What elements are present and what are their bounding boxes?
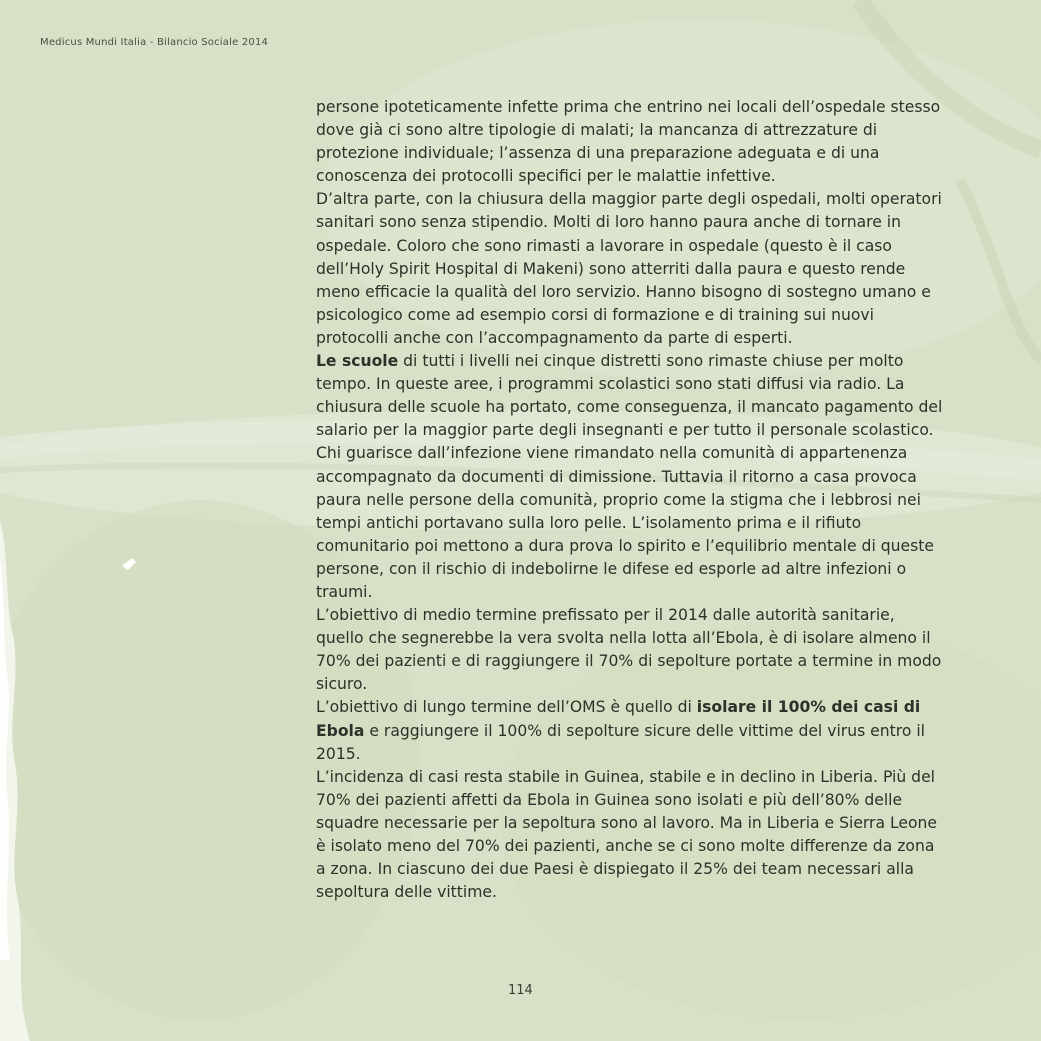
- paragraph-4: Chi guarisce dall’infezione viene rimandato nella comunità di appartenenza accompagnato da documenti di dimissione. Tuttavia il ritorno a casa provoca paura nelle persone della comunità, proprio come la stigma che i lebbrosi nei tempi antichi portavano sulla loro pelle. L’isolamento prima e il rifiuto comunitario poi mettono a dura prova lo spirito e l’equilibrio mentale di queste persone, con il rischio di indebolirne le difese ed esporle ad altre infezioni o traumi.: [316, 444, 934, 601]
- paragraph-6-text-after: e raggiungere il 100% di sepolture sicure delle vittime del virus entro il 2015.: [316, 721, 925, 763]
- paragraph-6-text-before: L’obiettivo di lungo termine dell’OMS è quello di: [316, 698, 697, 717]
- running-header: Medicus Mundi Italia - Bilancio Sociale 2014: [40, 37, 269, 48]
- page-number: 114: [508, 983, 533, 998]
- paragraph-3-bold-lead: Le scuole: [316, 352, 399, 371]
- paragraph-7: L’incidenza di casi resta stabile in Guinea, stabile e in declino in Liberia. Più del 70% dei pazienti affetti da Ebola in Guinea sono isolati e più dell’80% delle squadre necessarie per la sepoltura sono al lavoro. Ma in Liberia e Sierra Leone è isolato meno del 70% dei pazienti, anche se ci sono molte differenze da zona a zona. In ciascuno dei due Paesi è dispiegato il 25% dei team necessari alla sepoltura delle vittime.: [316, 767, 938, 902]
- paragraph-5: L’obiettivo di medio termine prefissato per il 2014 dalle autorità sanitarie, quello che segnerebbe la vera svolta nella lotta all’Ebola, è di isolare almeno il 70% dei pazienti e di raggiungere il 70% di sepolture portate a termine in modo sicuro.: [316, 606, 942, 694]
- paragraph-3: [316, 350, 946, 442]
- body-text: [316, 96, 946, 904]
- paragraph-6: [316, 696, 946, 765]
- paragraph-2: D’altra parte, con la chiusura della maggior parte degli ospedali, molti operatori sanitari sono senza stipendio. Molti di loro hanno paura anche di tornare in ospedale. Coloro che sono rimasti a lavorare in ospedale (questo è il caso dell’Holy Spirit Hospital di Makeni) sono atterriti dalla paura e questo rende meno efficacie la qualità del loro servizio. Hanno bisogno di sostegno umano e psicologico come ad esempio corsi di formazione e di training sui nuovi protocolli anche con l’accompagnamento da parte di esperti.: [316, 190, 942, 347]
- paragraph-6-bold: isolare il 100% dei casi di Ebola: [316, 698, 921, 740]
- paragraph-1: persone ipoteticamente infette prima che entrino nei locali dell’ospedale stesso dove già ci sono altre tipologie di malati; la mancanza di attrezzature di protezione individuale; l’assenza di una preparazione adeguata e di una conoscenza dei protocolli specifici per le malattie infettive.: [316, 98, 941, 186]
- paragraph-3-text: di tutti i livelli nei cinque distretti sono rimaste chiuse per molto tempo. In queste aree, i programmi scolastici sono stati diffusi via radio. La chiusura delle scuole ha portato, come conseguenza, il mancato pagamento del salario per la maggior parte degli insegnanti e per tutto il personale scolastico.: [316, 352, 943, 440]
